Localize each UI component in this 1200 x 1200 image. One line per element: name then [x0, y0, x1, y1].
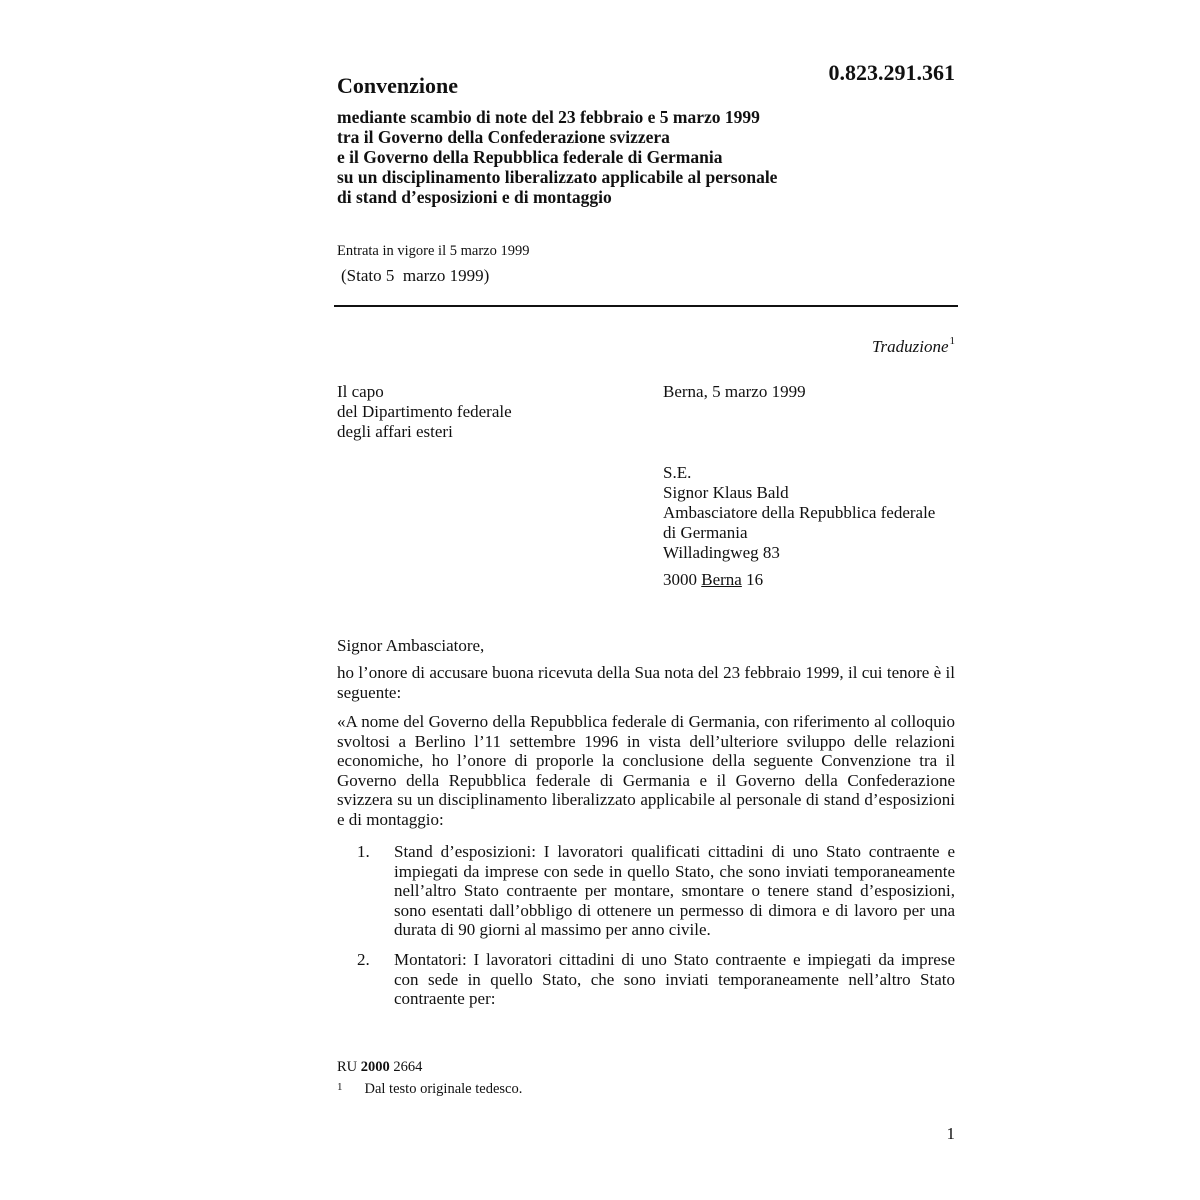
subtitle-line: di stand d’esposizioni e di montaggio: [337, 187, 612, 207]
document-subtitle: [337, 107, 937, 207]
subtitle-line: mediante scambio di note del 23 febbraio e 5 marzo 1999: [337, 107, 760, 127]
ru-reference: [337, 1059, 422, 1076]
ru-prefix: RU: [337, 1059, 358, 1075]
list-item-text: Stand d’esposizioni: I lavoratori qualificati cittadini di uno Stato contraente e impiegati da imprese con sede in quello Stato, che sono inviati temporaneamente nell’altro Stato contraente per montare, smontare o tenere stand d’esposizioni, sono esentati dall’obbligo di ottenere un permesso di dimora e di lavoro per una durata di 90 giorni al massimo per anno civile.: [394, 842, 955, 939]
recipient-block: [663, 463, 935, 563]
sender-line: Il capo: [337, 382, 384, 401]
list-item-number: 2.: [357, 950, 370, 969]
page-number: 1: [946, 1124, 955, 1143]
translation-note: [700, 337, 955, 357]
footnote-reference[interactable]: 1: [949, 335, 955, 347]
city-link[interactable]: Berna: [701, 570, 742, 589]
ru-page: 2664: [393, 1059, 423, 1075]
recipient-city-line: [663, 570, 763, 590]
footnote: [337, 1081, 522, 1098]
paragraph: ho l’onore di accusare buona ricevuta della Sua nota del 23 febbraio 1999, il cui tenore è il seguente:: [337, 663, 955, 702]
place-date: Berna, 5 marzo 1999: [663, 382, 806, 401]
sender-line: degli affari esteri: [337, 422, 453, 441]
footnote-mark: 1: [337, 1081, 343, 1093]
header-divider: [334, 305, 958, 307]
list-item-text: Montatori: I lavoratori cittadini di uno Stato contraente e impiegati da imprese con sede in quello Stato, che sono inviati temporaneamente nell’altro Stato contraente per:: [394, 950, 955, 1008]
translation-label: Traduzione: [871, 337, 949, 356]
paragraph: «A nome del Governo della Repubblica federale di Germania, con riferimento al colloquio svoltosi a Berlino l’11 settembre 1996 in vista dell’ulteriore sviluppo delle relazioni economiche, ho l’onore di proporle la conclusione della seguente Convenzione tra il Governo della Repubblica federale di Germania e il Governo della Confederazione svizzera su un disciplinamento liberalizzato applicabile al personale di stand d’esposizioni e di montaggio:: [337, 712, 955, 829]
sender-block: [337, 382, 512, 442]
subtitle-line: tra il Governo della Confederazione svizzera: [337, 127, 670, 147]
salutation: Signor Ambasciatore,: [337, 636, 485, 655]
list-item: [357, 842, 955, 940]
subtitle-line: su un disciplinamento liberalizzato applicabile al personale: [337, 167, 778, 187]
subtitle-line: e il Governo della Repubblica federale di Germania: [337, 147, 723, 167]
postal-code: 3000: [663, 570, 697, 589]
ru-year: 2000: [360, 1059, 390, 1075]
list-item: [357, 950, 955, 1009]
footnote-text: Dal testo originale tedesco.: [364, 1081, 523, 1097]
recipient-line: di Germania: [663, 523, 748, 542]
recipient-line: Willadingweg 83: [663, 543, 780, 562]
city-suffix: 16: [746, 570, 764, 589]
status-date: (Stato 5 marzo 1999): [341, 266, 490, 285]
recipient-line: S.E.: [663, 463, 692, 482]
recipient-line: Signor Klaus Bald: [663, 483, 789, 502]
sr-number: 0.823.291.361: [828, 60, 955, 85]
entry-into-force: Entrata in vigore il 5 marzo 1999: [337, 243, 530, 259]
recipient-line: Ambasciatore della Repubblica federale: [663, 503, 936, 522]
list-item-number: 1.: [357, 842, 370, 861]
sender-line: del Dipartimento federale: [337, 402, 512, 421]
document-title: Convenzione: [337, 73, 458, 98]
